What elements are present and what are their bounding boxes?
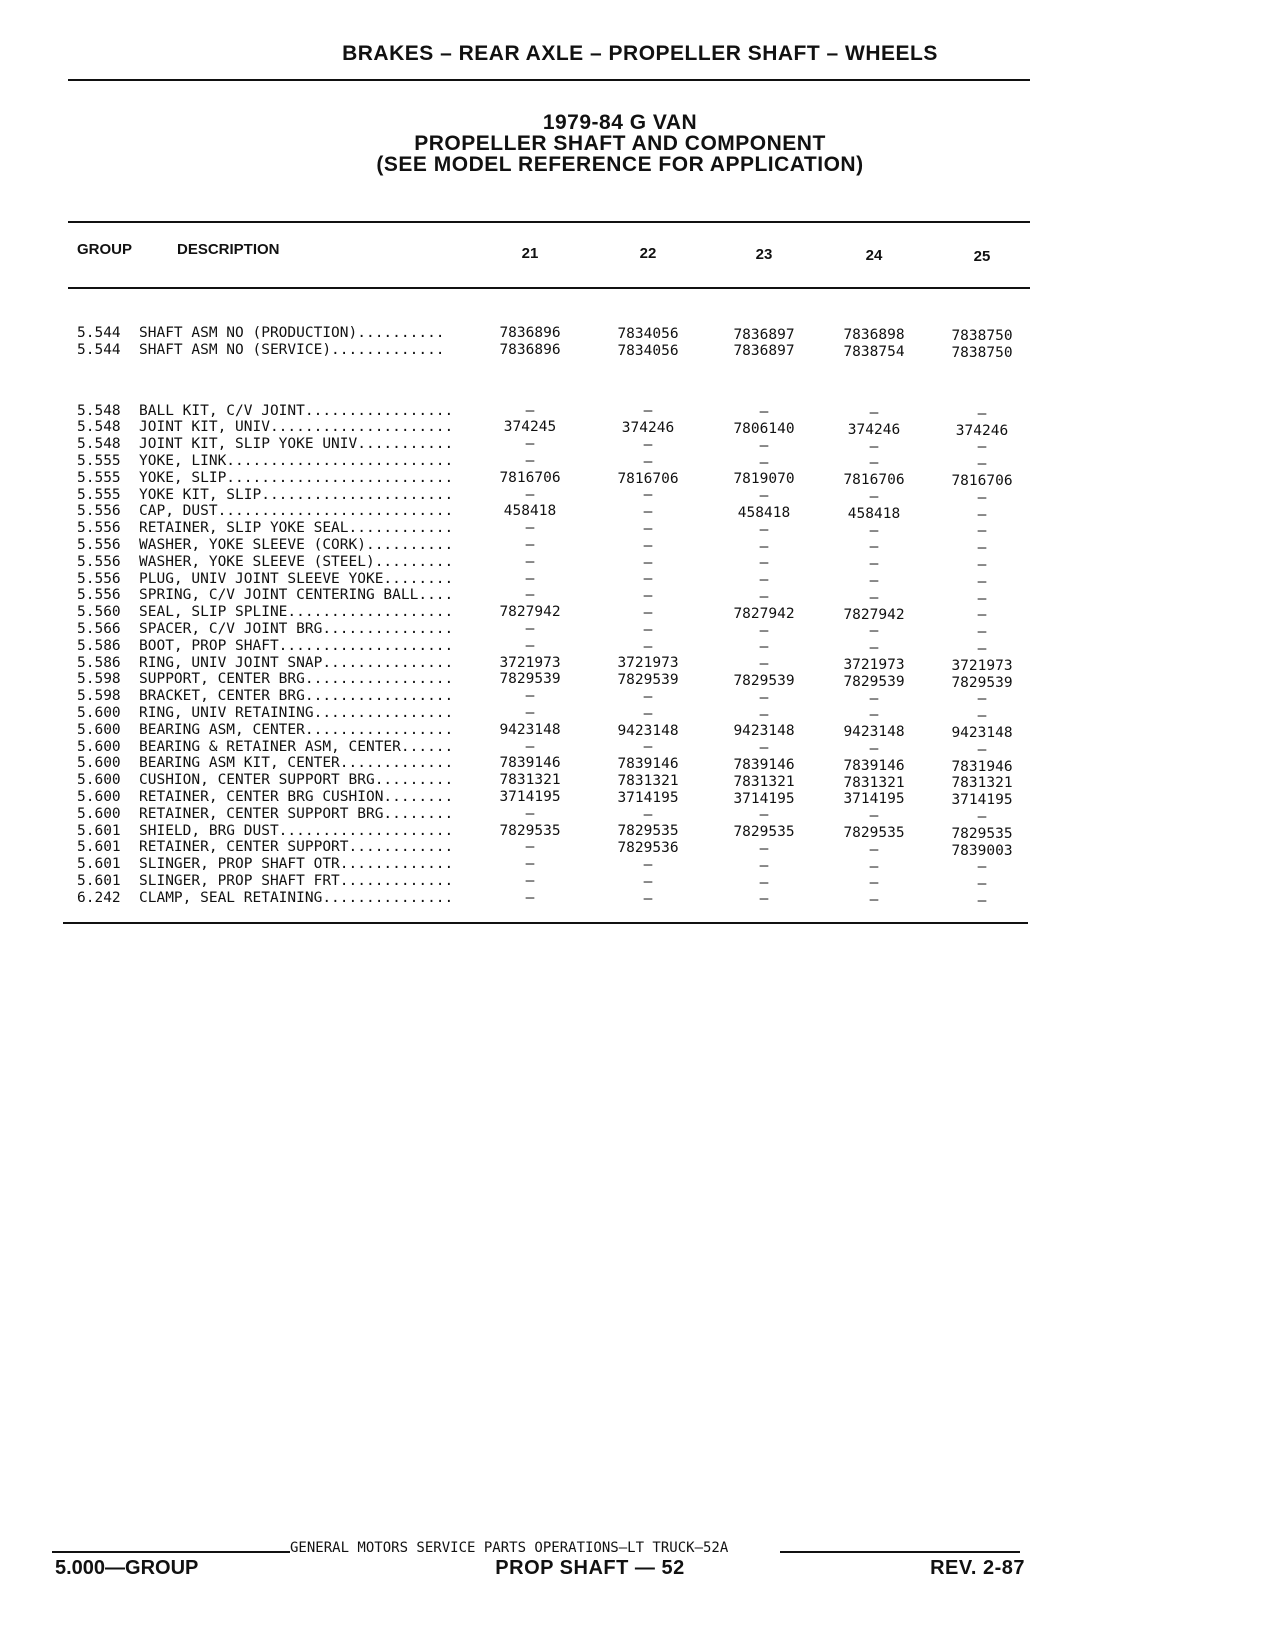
part-number-cell: 3721973 [499,654,561,671]
part-number-cell: — [977,590,987,607]
part-number-cell: — [643,588,653,605]
part-number-cell: — [759,706,769,723]
part-number-cell: — [977,556,987,573]
table-row [0,325,1280,345]
footer-rule-right [780,1551,1020,1553]
part-description: BEARING & RETAINER ASM, CENTER...... [139,738,454,755]
part-number-cell: — [759,454,769,471]
part-number-cell: 374245 [503,419,557,436]
part-number-cell: 3721973 [843,656,905,673]
description-column-header: DESCRIPTION [177,241,280,258]
part-number-cell: 7829539 [843,673,905,690]
part-number-cell: — [977,708,987,725]
table-row [0,403,1280,420]
group-number: 5.600 [77,721,121,738]
part-description: SHIELD, BRG DUST.................... [139,822,454,839]
part-number-cell: — [869,404,879,421]
group-number: 6.242 [77,889,121,906]
part-number-cell: 458418 [737,504,791,521]
part-number-cell: — [977,540,987,557]
table-row [0,722,1280,739]
part-description: SUPPORT, CENTER BRG................. [139,671,454,688]
part-number-cell: 7819070 [733,471,795,488]
group-column-header: GROUP [77,241,133,258]
part-description: CAP, DUST........................... [139,503,454,520]
part-description: JOINT KIT, SLIP YOKE UNIV........... [139,436,454,453]
part-number-cell: — [525,452,535,469]
table-row [0,419,1280,439]
part-number-cell: — [977,405,987,422]
part-number-cell: — [525,402,535,419]
table-row [0,655,1280,672]
part-number-cell: 3714195 [499,788,561,805]
part-number-cell: 7829535 [617,823,679,840]
part-number-cell: 7831321 [951,775,1013,792]
footer-revision: REV. 2-87 [930,1557,1025,1579]
part-number-cell: 7839003 [951,842,1013,859]
part-number-cell: 374246 [621,420,675,437]
part-number-cell: — [759,588,769,605]
part-number-cell: — [759,538,769,555]
table-row [0,823,1280,840]
group-number: 5.601 [77,856,121,873]
part-number-cell: — [525,889,535,906]
part-number-cell: 7806140 [733,420,795,437]
group-number: 5.548 [77,402,121,419]
group-number: 5.544 [77,341,121,358]
table-row [0,688,1280,708]
row-block [0,325,1280,359]
part-description: RETAINER, CENTER BRG CUSHION........ [139,788,454,805]
part-number-cell: — [643,856,653,873]
group-number: 5.600 [77,805,121,822]
part-number-cell: — [869,522,879,539]
parts-table-body [0,325,1280,907]
part-description: BEARING ASM, CENTER................. [139,721,454,738]
title-line-3: (SEE MODEL REFERENCE FOR APPLICATION) [376,153,864,176]
table-row [0,536,1280,557]
part-number-cell: — [977,640,987,657]
part-number-cell: — [643,554,653,571]
part-number-cell: 7839146 [843,757,905,774]
part-description: YOKE KIT, SLIP...................... [139,486,454,503]
part-number-cell: — [525,805,535,822]
part-number-cell: 7829539 [733,672,795,689]
part-number-cell: 7816706 [843,472,905,489]
group-number: 5.586 [77,654,121,671]
part-number-cell: — [525,704,535,721]
group-number: 5.600 [77,704,121,721]
part-number-cell: — [977,523,987,540]
part-number-cell: 7836898 [843,327,905,344]
table-row [0,520,1280,540]
part-number-cell: — [643,571,653,588]
part-number-cell: 3714195 [733,790,795,807]
part-number-cell: — [977,859,987,876]
table-row [0,788,1280,809]
group-number: 5.548 [77,436,121,453]
group-number: 5.600 [77,772,121,789]
group-number: 5.556 [77,553,121,570]
part-number-cell: — [525,637,535,654]
table-row [0,806,1280,823]
model-column-header: 23 [755,246,773,263]
table-row [0,772,1280,792]
part-number-cell: — [759,857,769,874]
part-number-cell: — [643,487,653,504]
part-description: BALL KIT, C/V JOINT................. [139,402,454,419]
part-number-cell: — [643,873,653,890]
part-description: YOKE, LINK.......................... [139,452,454,469]
part-number-cell: — [643,403,653,420]
part-number-cell: — [643,604,653,621]
part-number-cell: — [759,622,769,639]
part-number-cell: 7839146 [617,756,679,773]
part-number-cell: 458418 [503,503,557,520]
part-description: JOINT KIT, UNIV..................... [139,419,454,436]
part-number-cell: 7838754 [843,344,905,361]
part-number-cell: — [759,404,769,421]
part-number-cell: — [525,486,535,503]
part-number-cell: — [977,808,987,825]
part-description: SHAFT ASM NO (PRODUCTION).......... [139,325,445,341]
part-number-cell: 7834056 [617,342,679,359]
part-number-cell: 9423148 [733,723,795,740]
table-row [0,587,1280,607]
table-row [0,839,1280,859]
table-row [0,452,1280,473]
part-number-cell: 7829539 [499,671,561,688]
part-number-cell: 9423148 [951,724,1013,741]
part-description: BOOT, PROP SHAFT.................... [139,637,454,654]
part-number-cell: 7816706 [499,469,561,486]
part-number-cell: 7829535 [499,822,561,839]
part-description: CLAMP, SEAL RETAINING............... [139,889,454,906]
part-number-cell: 7827942 [733,605,795,622]
group-number: 5.560 [77,604,121,621]
group-number: 5.600 [77,788,121,805]
group-number: 5.544 [77,325,121,341]
part-number-cell: — [977,876,987,893]
part-number-cell: — [525,436,535,453]
part-number-cell: 7829536 [617,840,679,857]
part-number-cell: — [869,572,879,589]
part-number-cell: 7838750 [951,344,1013,361]
part-number-cell: 7831321 [733,773,795,790]
part-number-cell: — [869,438,879,455]
group-number: 5.598 [77,671,121,688]
part-number-cell: 7831321 [617,772,679,789]
part-number-cell: — [759,840,769,857]
part-number-cell: 374246 [847,421,901,438]
part-number-cell: — [759,437,769,454]
part-number-cell: — [643,504,653,521]
part-number-cell: — [759,639,769,656]
part-number-cell: — [869,556,879,573]
model-column-header: 22 [639,245,657,262]
table-row [0,739,1280,756]
table-title-block [120,112,1120,175]
part-number-cell: — [869,488,879,505]
part-description: SPACER, C/V JOINT BRG............... [139,620,454,637]
part-number-cell: — [869,589,879,606]
group-number: 5.598 [77,688,121,705]
part-number-cell: — [759,891,769,908]
part-number-cell: 9423148 [843,724,905,741]
part-number-cell: — [759,874,769,891]
row-block [0,403,1280,907]
part-number-cell: — [869,740,879,757]
part-number-cell: — [525,856,535,873]
part-number-cell: — [869,690,879,707]
part-number-cell: — [643,436,653,453]
part-number-cell: 7838750 [951,328,1013,345]
part-number-cell: 7836897 [733,326,795,343]
group-number: 5.556 [77,520,121,537]
part-number-cell: — [643,520,653,537]
part-description: PLUG, UNIV JOINT SLEEVE YOKE........ [139,570,454,587]
group-number: 5.586 [77,637,121,654]
part-description: BRACKET, CENTER BRG................. [139,688,454,705]
model-column-header: 21 [521,245,539,262]
part-description: SPRING, C/V JOINT CENTERING BALL.... [139,587,454,604]
part-number-cell: — [977,691,987,708]
part-number-cell: — [643,688,653,705]
group-number: 5.555 [77,486,121,503]
part-number-cell: 7831946 [951,758,1013,775]
part-number-cell: 7829539 [617,672,679,689]
part-number-cell: — [525,688,535,705]
part-number-cell: 9423148 [499,721,561,738]
column-header-row [0,241,1280,265]
header-rule [68,79,1030,81]
part-description: CUSHION, CENTER SUPPORT BRG......... [139,772,454,789]
group-number: 5.556 [77,536,121,553]
part-number-cell: 7834056 [617,325,679,342]
part-description: RING, UNIV RETAINING................ [139,704,454,721]
part-number-cell: — [759,689,769,706]
part-description: RETAINER, CENTER SUPPORT BRG........ [139,805,454,822]
model-column-header: 24 [865,247,883,264]
title-line-2: PROPELLER SHAFT AND COMPONENT [414,132,826,155]
part-number-cell: — [977,624,987,641]
part-number-cell: 9423148 [617,722,679,739]
part-number-cell: 374246 [955,422,1009,439]
table-row [0,604,1280,624]
part-number-cell: — [525,587,535,604]
part-number-cell: — [977,489,987,506]
table-row [0,470,1280,487]
group-number: 5.566 [77,620,121,637]
part-description: SEAL, SLIP SPLINE................... [139,604,454,621]
table-row [0,856,1280,876]
part-number-cell: 7816706 [951,472,1013,489]
group-number: 5.601 [77,822,121,839]
part-number-cell: — [977,573,987,590]
part-number-cell: 7831321 [499,772,561,789]
part-number-cell: 7829535 [951,825,1013,842]
table-row [0,755,1280,775]
part-number-cell: — [643,705,653,722]
header-bottom-rule [68,287,1030,289]
group-number: 5.555 [77,452,121,469]
page-header: BRAKES – REAR AXLE – PROPELLER SHAFT – WHEELS [342,42,938,65]
footer-rule-left [52,1551,290,1553]
part-number-cell: 7836897 [733,343,795,360]
part-number-cell: 7836896 [499,325,561,341]
part-number-cell: — [869,623,879,640]
part-description: YOKE, SLIP.......................... [139,469,454,486]
table-row [0,571,1280,588]
part-number-cell: 7836896 [499,341,561,358]
part-number-cell: 458418 [847,505,901,522]
part-number-cell: — [869,539,879,556]
part-number-cell: — [643,621,653,638]
table-row [0,704,1280,725]
table-row [0,638,1280,655]
part-description: BEARING ASM KIT, CENTER............. [139,755,454,772]
part-description: RETAINER, CENTER SUPPORT............ [139,839,454,856]
part-number-cell: — [869,455,879,472]
part-number-cell: — [525,872,535,889]
group-number: 5.548 [77,419,121,436]
part-number-cell: — [759,572,769,589]
part-number-cell: 3714195 [951,792,1013,809]
part-number-cell: — [869,875,879,892]
group-number: 5.600 [77,738,121,755]
block-spacer [0,359,1280,403]
group-number: 5.555 [77,469,121,486]
table-row [0,436,1280,456]
footer-publisher: GENERAL MOTORS SERVICE PARTS OPERATIONS—LT TRUCK—52A [290,1540,729,1556]
table-row [0,872,1280,893]
part-number-cell: 3721973 [617,655,679,672]
part-number-cell: — [977,741,987,758]
table-row [0,671,1280,691]
table-row [0,503,1280,523]
part-number-cell: — [759,521,769,538]
table-row [0,342,1280,359]
part-description: WASHER, YOKE SLEEVE (STEEL)......... [139,553,454,570]
group-number: 5.556 [77,587,121,604]
part-number-cell: 7816706 [617,470,679,487]
group-number: 5.601 [77,872,121,889]
part-number-cell: — [759,807,769,824]
part-number-cell: 7839146 [733,756,795,773]
title-line-1: 1979-84 G VAN [542,111,698,134]
part-number-cell: 7839146 [499,755,561,772]
part-number-cell: — [869,892,879,909]
part-description: SLINGER, PROP SHAFT FRT............. [139,872,454,889]
table-top-rule [68,221,1030,223]
part-number-cell: — [643,739,653,756]
part-number-cell: — [869,640,879,657]
part-number-cell: 7827942 [843,606,905,623]
part-number-cell: 7829539 [951,674,1013,691]
part-number-cell: — [643,453,653,470]
part-number-cell: — [525,553,535,570]
part-number-cell: — [869,808,879,825]
model-column-header: 25 [973,248,991,265]
part-number-cell: — [525,570,535,587]
part-number-cell: — [977,607,987,624]
group-number: 5.556 [77,570,121,587]
table-row [0,620,1280,641]
part-number-cell: — [643,806,653,823]
part-number-cell: — [759,740,769,757]
part-number-cell: — [525,839,535,856]
part-number-cell: — [525,738,535,755]
group-number: 5.601 [77,839,121,856]
part-number-cell: — [759,555,769,572]
part-description: SLINGER, PROP SHAFT OTR............. [139,856,454,873]
table-bottom-rule [63,922,1028,924]
part-number-cell: — [869,858,879,875]
part-description: RING, UNIV JOINT SNAP............... [139,654,454,671]
part-number-cell: — [643,638,653,655]
part-number-cell: — [977,892,987,909]
part-number-cell: — [977,439,987,456]
table-row [0,890,1280,907]
part-description: SHAFT ASM NO (SERVICE)............. [139,341,445,358]
part-number-cell: — [759,656,769,673]
part-number-cell: — [759,488,769,505]
part-description: WASHER, YOKE SLEEVE (CORK).......... [139,536,454,553]
part-number-cell: — [869,707,879,724]
part-number-cell: 3714195 [843,791,905,808]
group-number: 5.600 [77,755,121,772]
part-number-cell: 7829535 [733,824,795,841]
part-number-cell: — [977,506,987,523]
part-description: RETAINER, SLIP YOKE SEAL............ [139,520,454,537]
part-number-cell: 7829535 [843,824,905,841]
part-number-cell: 3714195 [617,789,679,806]
part-number-cell: 7827942 [499,604,561,621]
part-number-cell: — [643,890,653,907]
part-number-cell: — [525,520,535,537]
footer-group: 5.000—GROUP [55,1557,199,1579]
table-row [0,487,1280,504]
part-number-cell: — [525,620,535,637]
footer-section: PROP SHAFT — 52 [495,1557,685,1579]
part-number-cell: — [643,537,653,554]
part-number-cell: — [869,841,879,858]
group-number: 5.556 [77,503,121,520]
part-number-cell: 3721973 [951,657,1013,674]
part-number-cell: — [525,536,535,553]
table-row [0,554,1280,571]
part-number-cell: — [977,456,987,473]
part-number-cell: 7831321 [843,774,905,791]
